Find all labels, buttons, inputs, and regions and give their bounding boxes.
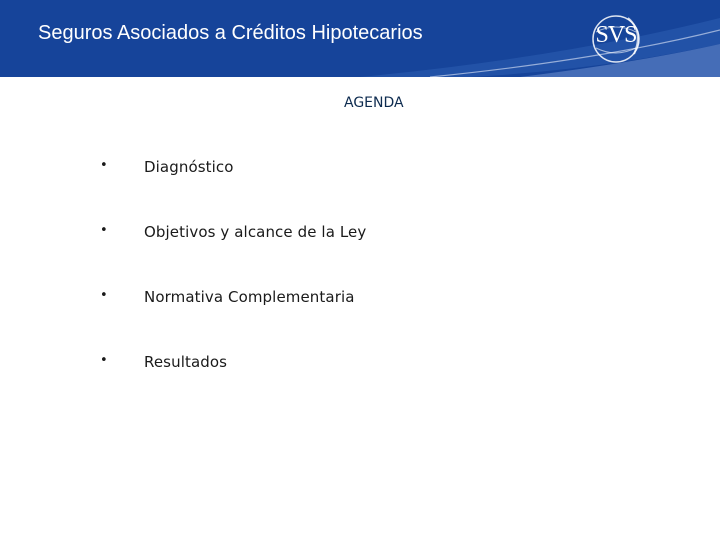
agenda-item-label: Normativa Complementaria [144, 288, 355, 306]
bullet-icon: • [100, 223, 108, 238]
logo-text: SVS [595, 22, 637, 48]
bullet-icon: • [100, 353, 108, 368]
agenda-heading: AGENDA [344, 95, 404, 111]
title-banner [0, 0, 720, 77]
agenda-item-label: Objetivos y alcance de la Ley [144, 223, 367, 241]
bullet-icon: • [100, 288, 108, 303]
agenda-item-label: Resultados [144, 353, 228, 371]
agenda-item-label: Diagnóstico [144, 158, 234, 176]
bullet-icon: • [100, 158, 108, 173]
svs-logo [588, 12, 644, 66]
presentation-title: Seguros Asociados a Créditos Hipotecarios [38, 22, 423, 44]
